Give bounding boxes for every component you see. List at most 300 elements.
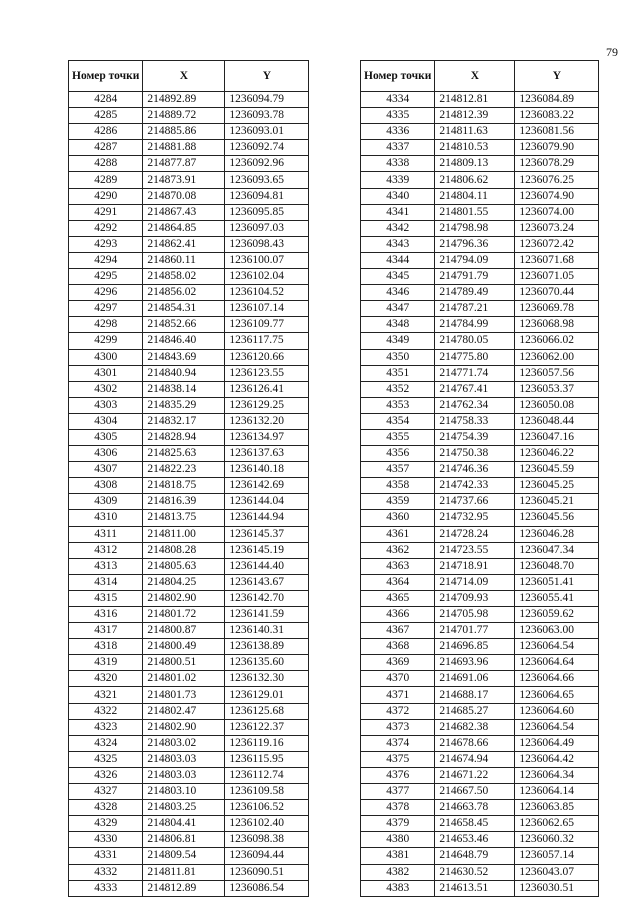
point-number-cell: 4356 (361, 446, 435, 462)
table-row (361, 848, 599, 864)
y-coordinate-cell: 1236115.95 (225, 751, 309, 767)
point-number-cell: 4299 (69, 333, 143, 349)
y-coordinate-cell: 1236064.65 (515, 687, 599, 703)
x-coordinate-cell: 214846.40 (143, 333, 225, 349)
table-row (69, 639, 309, 655)
y-coordinate-cell: 1236064.54 (515, 639, 599, 655)
point-number-cell: 4345 (361, 269, 435, 285)
x-coordinate-cell: 214856.02 (143, 285, 225, 301)
y-coordinate-cell: 1236142.70 (225, 590, 309, 606)
table-row (69, 92, 309, 108)
y-coordinate-cell: 1236071.05 (515, 269, 599, 285)
y-coordinate-cell: 1236060.32 (515, 832, 599, 848)
header-x: X (435, 61, 515, 92)
table-row (69, 108, 309, 124)
x-coordinate-cell: 214825.63 (143, 446, 225, 462)
y-coordinate-cell: 1236094.44 (225, 848, 309, 864)
x-coordinate-cell: 214822.23 (143, 462, 225, 478)
point-number-cell: 4286 (69, 124, 143, 140)
table-row (361, 365, 599, 381)
point-number-cell: 4333 (69, 880, 143, 896)
x-coordinate-cell: 214870.08 (143, 188, 225, 204)
point-number-cell: 4374 (361, 735, 435, 751)
table-row (361, 429, 599, 445)
table-row (69, 381, 309, 397)
point-number-cell: 4372 (361, 703, 435, 719)
point-number-cell: 4315 (69, 590, 143, 606)
table-row (361, 542, 599, 558)
x-coordinate-cell: 214801.02 (143, 671, 225, 687)
y-coordinate-cell: 1236093.78 (225, 108, 309, 124)
table-row (69, 864, 309, 880)
table-row (361, 124, 599, 140)
point-number-cell: 4343 (361, 236, 435, 252)
x-coordinate-cell: 214685.27 (435, 703, 515, 719)
y-coordinate-cell: 1236095.85 (225, 204, 309, 220)
x-coordinate-cell: 214812.89 (143, 880, 225, 896)
table-row (361, 92, 599, 108)
point-number-cell: 4348 (361, 317, 435, 333)
x-coordinate-cell: 214867.43 (143, 204, 225, 220)
x-coordinate-cell: 214798.98 (435, 220, 515, 236)
table-row (69, 800, 309, 816)
point-number-cell: 4319 (69, 655, 143, 671)
point-number-cell: 4321 (69, 687, 143, 703)
x-coordinate-cell: 214877.87 (143, 156, 225, 172)
table-row (361, 462, 599, 478)
point-number-cell: 4302 (69, 381, 143, 397)
table-row (361, 574, 599, 590)
y-coordinate-cell: 1236142.69 (225, 478, 309, 494)
y-coordinate-cell: 1236070.44 (515, 285, 599, 301)
y-coordinate-cell: 1236129.25 (225, 397, 309, 413)
y-coordinate-cell: 1236132.20 (225, 413, 309, 429)
y-coordinate-cell: 1236064.42 (515, 751, 599, 767)
y-coordinate-cell: 1236064.66 (515, 671, 599, 687)
table-row (69, 687, 309, 703)
y-coordinate-cell: 1236100.07 (225, 252, 309, 268)
point-number-cell: 4361 (361, 526, 435, 542)
table-body-right (361, 92, 599, 897)
point-number-cell: 4363 (361, 558, 435, 574)
table-row (361, 301, 599, 317)
y-coordinate-cell: 1236064.34 (515, 767, 599, 783)
table-row (361, 317, 599, 333)
y-coordinate-cell: 1236057.56 (515, 365, 599, 381)
x-coordinate-cell: 214806.81 (143, 832, 225, 848)
point-number-cell: 4362 (361, 542, 435, 558)
y-coordinate-cell: 1236109.58 (225, 784, 309, 800)
point-number-cell: 4285 (69, 108, 143, 124)
x-coordinate-cell: 214767.41 (435, 381, 515, 397)
table-row (361, 864, 599, 880)
x-coordinate-cell: 214803.02 (143, 735, 225, 751)
table-row (69, 719, 309, 735)
y-coordinate-cell: 1236084.89 (515, 92, 599, 108)
point-number-cell: 4318 (69, 639, 143, 655)
point-number-cell: 4349 (361, 333, 435, 349)
table-row (69, 204, 309, 220)
x-coordinate-cell: 214828.94 (143, 429, 225, 445)
table-row (69, 301, 309, 317)
y-coordinate-cell: 1236143.67 (225, 574, 309, 590)
x-coordinate-cell: 214674.94 (435, 751, 515, 767)
point-number-cell: 4294 (69, 252, 143, 268)
y-coordinate-cell: 1236134.97 (225, 429, 309, 445)
point-number-cell: 4340 (361, 188, 435, 204)
y-coordinate-cell: 1236112.74 (225, 767, 309, 783)
x-coordinate-cell: 214714.09 (435, 574, 515, 590)
table-row (69, 655, 309, 671)
x-coordinate-cell: 214812.81 (435, 92, 515, 108)
y-coordinate-cell: 1236047.16 (515, 429, 599, 445)
point-number-cell: 4309 (69, 494, 143, 510)
point-number-cell: 4382 (361, 864, 435, 880)
x-coordinate-cell: 214804.25 (143, 574, 225, 590)
y-coordinate-cell: 1236068.98 (515, 317, 599, 333)
point-number-cell: 4307 (69, 462, 143, 478)
table-row (69, 333, 309, 349)
y-coordinate-cell: 1236093.01 (225, 124, 309, 140)
x-coordinate-cell: 214889.72 (143, 108, 225, 124)
x-coordinate-cell: 214854.31 (143, 301, 225, 317)
point-number-cell: 4380 (361, 832, 435, 848)
y-coordinate-cell: 1236092.96 (225, 156, 309, 172)
y-coordinate-cell: 1236071.68 (515, 252, 599, 268)
table-row (361, 220, 599, 236)
x-coordinate-cell: 214709.93 (435, 590, 515, 606)
x-coordinate-cell: 214794.09 (435, 252, 515, 268)
y-coordinate-cell: 1236086.54 (225, 880, 309, 896)
table-row (69, 156, 309, 172)
coordinates-table-right (360, 60, 599, 897)
y-coordinate-cell: 1236045.59 (515, 462, 599, 478)
table-row (361, 751, 599, 767)
y-coordinate-cell: 1236140.18 (225, 462, 309, 478)
table-row (69, 446, 309, 462)
x-coordinate-cell: 214791.79 (435, 269, 515, 285)
y-coordinate-cell: 1236046.28 (515, 526, 599, 542)
x-coordinate-cell: 214693.96 (435, 655, 515, 671)
y-coordinate-cell: 1236120.66 (225, 349, 309, 365)
table-row (361, 623, 599, 639)
point-number-cell: 4323 (69, 719, 143, 735)
table-row (69, 124, 309, 140)
y-coordinate-cell: 1236064.54 (515, 719, 599, 735)
point-number-cell: 4378 (361, 800, 435, 816)
table-row (69, 462, 309, 478)
point-number-cell: 4328 (69, 800, 143, 816)
y-coordinate-cell: 1236144.04 (225, 494, 309, 510)
table-row (361, 671, 599, 687)
table-row (361, 800, 599, 816)
y-coordinate-cell: 1236076.25 (515, 172, 599, 188)
table-row (69, 349, 309, 365)
y-coordinate-cell: 1236145.37 (225, 526, 309, 542)
table-row (69, 542, 309, 558)
y-coordinate-cell: 1236079.90 (515, 140, 599, 156)
point-number-cell: 4350 (361, 349, 435, 365)
y-coordinate-cell: 1236104.52 (225, 285, 309, 301)
table-row (69, 767, 309, 783)
point-number-cell: 4376 (361, 767, 435, 783)
point-number-cell: 4371 (361, 687, 435, 703)
point-number-cell: 4297 (69, 301, 143, 317)
point-number-cell: 4375 (361, 751, 435, 767)
x-coordinate-cell: 214885.86 (143, 124, 225, 140)
y-coordinate-cell: 1236140.31 (225, 623, 309, 639)
x-coordinate-cell: 214789.49 (435, 285, 515, 301)
table-row (69, 816, 309, 832)
y-coordinate-cell: 1236053.37 (515, 381, 599, 397)
x-coordinate-cell: 214705.98 (435, 607, 515, 623)
table-row (361, 381, 599, 397)
x-coordinate-cell: 214701.77 (435, 623, 515, 639)
x-coordinate-cell: 214696.85 (435, 639, 515, 655)
x-coordinate-cell: 214843.69 (143, 349, 225, 365)
point-number-cell: 4331 (69, 848, 143, 864)
point-number-cell: 4308 (69, 478, 143, 494)
header-y: Y (515, 61, 599, 92)
x-coordinate-cell: 214838.14 (143, 381, 225, 397)
y-coordinate-cell: 1236057.14 (515, 848, 599, 864)
x-coordinate-cell: 214803.03 (143, 751, 225, 767)
x-coordinate-cell: 214771.74 (435, 365, 515, 381)
point-number-cell: 4327 (69, 784, 143, 800)
y-coordinate-cell: 1236074.90 (515, 188, 599, 204)
y-coordinate-cell: 1236141.59 (225, 607, 309, 623)
y-coordinate-cell: 1236063.00 (515, 623, 599, 639)
point-number-cell: 4353 (361, 397, 435, 413)
y-coordinate-cell: 1236144.94 (225, 510, 309, 526)
table-row (69, 172, 309, 188)
point-number-cell: 4301 (69, 365, 143, 381)
point-number-cell: 4355 (361, 429, 435, 445)
table-body-left (69, 92, 309, 897)
point-number-cell: 4292 (69, 220, 143, 236)
x-coordinate-cell: 214758.33 (435, 413, 515, 429)
point-number-cell: 4341 (361, 204, 435, 220)
point-number-cell: 4306 (69, 446, 143, 462)
y-coordinate-cell: 1236123.55 (225, 365, 309, 381)
point-number-cell: 4377 (361, 784, 435, 800)
x-coordinate-cell: 214750.38 (435, 446, 515, 462)
table-row (69, 735, 309, 751)
y-coordinate-cell: 1236045.25 (515, 478, 599, 494)
table-header-row (361, 61, 599, 92)
y-coordinate-cell: 1236094.81 (225, 188, 309, 204)
y-coordinate-cell: 1236090.51 (225, 864, 309, 880)
x-coordinate-cell: 214818.75 (143, 478, 225, 494)
table-row (69, 590, 309, 606)
point-number-cell: 4312 (69, 542, 143, 558)
y-coordinate-cell: 1236063.85 (515, 800, 599, 816)
point-number-cell: 4366 (361, 607, 435, 623)
y-coordinate-cell: 1236132.30 (225, 671, 309, 687)
y-coordinate-cell: 1236059.62 (515, 607, 599, 623)
table-row (361, 269, 599, 285)
y-coordinate-cell: 1236092.74 (225, 140, 309, 156)
table-row (361, 140, 599, 156)
point-number-cell: 4322 (69, 703, 143, 719)
x-coordinate-cell: 214775.80 (435, 349, 515, 365)
table-row (69, 832, 309, 848)
table-row (69, 285, 309, 301)
point-number-cell: 4351 (361, 365, 435, 381)
point-number-cell: 4336 (361, 124, 435, 140)
point-number-cell: 4300 (69, 349, 143, 365)
point-number-cell: 4383 (361, 880, 435, 896)
point-number-cell: 4339 (361, 172, 435, 188)
point-number-cell: 4379 (361, 816, 435, 832)
y-coordinate-cell: 1236083.22 (515, 108, 599, 124)
point-number-cell: 4284 (69, 92, 143, 108)
x-coordinate-cell: 214653.46 (435, 832, 515, 848)
x-coordinate-cell: 214873.91 (143, 172, 225, 188)
point-number-cell: 4313 (69, 558, 143, 574)
y-coordinate-cell: 1236048.70 (515, 558, 599, 574)
x-coordinate-cell: 214852.66 (143, 317, 225, 333)
table-row (361, 526, 599, 542)
y-coordinate-cell: 1236107.14 (225, 301, 309, 317)
point-number-cell: 4293 (69, 236, 143, 252)
x-coordinate-cell: 214658.45 (435, 816, 515, 832)
point-number-cell: 4330 (69, 832, 143, 848)
y-coordinate-cell: 1236062.00 (515, 349, 599, 365)
y-coordinate-cell: 1236106.52 (225, 800, 309, 816)
point-number-cell: 4337 (361, 140, 435, 156)
x-coordinate-cell: 214810.53 (435, 140, 515, 156)
point-number-cell: 4316 (69, 607, 143, 623)
point-number-cell: 4354 (361, 413, 435, 429)
table-row (361, 655, 599, 671)
y-coordinate-cell: 1236055.41 (515, 590, 599, 606)
point-number-cell: 4296 (69, 285, 143, 301)
y-coordinate-cell: 1236078.29 (515, 156, 599, 172)
y-coordinate-cell: 1236045.56 (515, 510, 599, 526)
point-number-cell: 4304 (69, 413, 143, 429)
point-number-cell: 4290 (69, 188, 143, 204)
point-number-cell: 4314 (69, 574, 143, 590)
table-row (361, 333, 599, 349)
point-number-cell: 4287 (69, 140, 143, 156)
x-coordinate-cell: 214648.79 (435, 848, 515, 864)
x-coordinate-cell: 214780.05 (435, 333, 515, 349)
point-number-cell: 4305 (69, 429, 143, 445)
x-coordinate-cell: 214742.33 (435, 478, 515, 494)
point-number-cell: 4360 (361, 510, 435, 526)
x-coordinate-cell: 214812.39 (435, 108, 515, 124)
y-coordinate-cell: 1236081.56 (515, 124, 599, 140)
x-coordinate-cell: 214808.28 (143, 542, 225, 558)
x-coordinate-cell: 214881.88 (143, 140, 225, 156)
y-coordinate-cell: 1236109.77 (225, 317, 309, 333)
x-coordinate-cell: 214805.63 (143, 558, 225, 574)
x-coordinate-cell: 214811.63 (435, 124, 515, 140)
y-coordinate-cell: 1236064.60 (515, 703, 599, 719)
y-coordinate-cell: 1236126.41 (225, 381, 309, 397)
x-coordinate-cell: 214737.66 (435, 494, 515, 510)
x-coordinate-cell: 214858.02 (143, 269, 225, 285)
table-row (69, 317, 309, 333)
x-coordinate-cell: 214801.72 (143, 607, 225, 623)
y-coordinate-cell: 1236098.38 (225, 832, 309, 848)
y-coordinate-cell: 1236064.64 (515, 655, 599, 671)
table-header-row (69, 61, 309, 92)
y-coordinate-cell: 1236030.51 (515, 880, 599, 896)
table-row (69, 880, 309, 896)
page-number: 79 (606, 45, 618, 59)
coordinates-table-left (68, 60, 309, 897)
y-coordinate-cell: 1236102.04 (225, 269, 309, 285)
point-number-cell: 4338 (361, 156, 435, 172)
point-number-cell: 4359 (361, 494, 435, 510)
y-coordinate-cell: 1236125.68 (225, 703, 309, 719)
x-coordinate-cell: 214728.24 (435, 526, 515, 542)
point-number-cell: 4310 (69, 510, 143, 526)
y-coordinate-cell: 1236135.60 (225, 655, 309, 671)
point-number-cell: 4288 (69, 156, 143, 172)
x-coordinate-cell: 214802.90 (143, 719, 225, 735)
table-row (361, 108, 599, 124)
x-coordinate-cell: 214803.10 (143, 784, 225, 800)
x-coordinate-cell: 214803.25 (143, 800, 225, 816)
table-row (69, 494, 309, 510)
point-number-cell: 4298 (69, 317, 143, 333)
point-number-cell: 4358 (361, 478, 435, 494)
y-coordinate-cell: 1236122.37 (225, 719, 309, 735)
x-coordinate-cell: 214804.11 (435, 188, 515, 204)
x-coordinate-cell: 214688.17 (435, 687, 515, 703)
point-number-cell: 4368 (361, 639, 435, 655)
table-row (361, 719, 599, 735)
x-coordinate-cell: 214801.73 (143, 687, 225, 703)
point-number-cell: 4357 (361, 462, 435, 478)
x-coordinate-cell: 214671.22 (435, 767, 515, 783)
y-coordinate-cell: 1236069.78 (515, 301, 599, 317)
y-coordinate-cell: 1236073.24 (515, 220, 599, 236)
x-coordinate-cell: 214732.95 (435, 510, 515, 526)
point-number-cell: 4352 (361, 381, 435, 397)
table-row (69, 510, 309, 526)
point-number-cell: 4311 (69, 526, 143, 542)
x-coordinate-cell: 214754.39 (435, 429, 515, 445)
point-number-cell: 4303 (69, 397, 143, 413)
y-coordinate-cell: 1236093.65 (225, 172, 309, 188)
y-coordinate-cell: 1236102.40 (225, 816, 309, 832)
table-row (361, 156, 599, 172)
table-row (361, 767, 599, 783)
x-coordinate-cell: 214746.36 (435, 462, 515, 478)
y-coordinate-cell: 1236045.21 (515, 494, 599, 510)
table-row (69, 574, 309, 590)
point-number-cell: 4326 (69, 767, 143, 783)
table-row (69, 703, 309, 719)
y-coordinate-cell: 1236138.89 (225, 639, 309, 655)
point-number-cell: 4332 (69, 864, 143, 880)
header-point-number: Номер точки (361, 61, 435, 92)
table-row (69, 526, 309, 542)
y-coordinate-cell: 1236051.41 (515, 574, 599, 590)
x-coordinate-cell: 214813.75 (143, 510, 225, 526)
x-coordinate-cell: 214835.29 (143, 397, 225, 413)
y-coordinate-cell: 1236048.44 (515, 413, 599, 429)
x-coordinate-cell: 214663.78 (435, 800, 515, 816)
x-coordinate-cell: 214718.91 (435, 558, 515, 574)
table-row (361, 639, 599, 655)
table-row (69, 429, 309, 445)
y-coordinate-cell: 1236064.49 (515, 735, 599, 751)
